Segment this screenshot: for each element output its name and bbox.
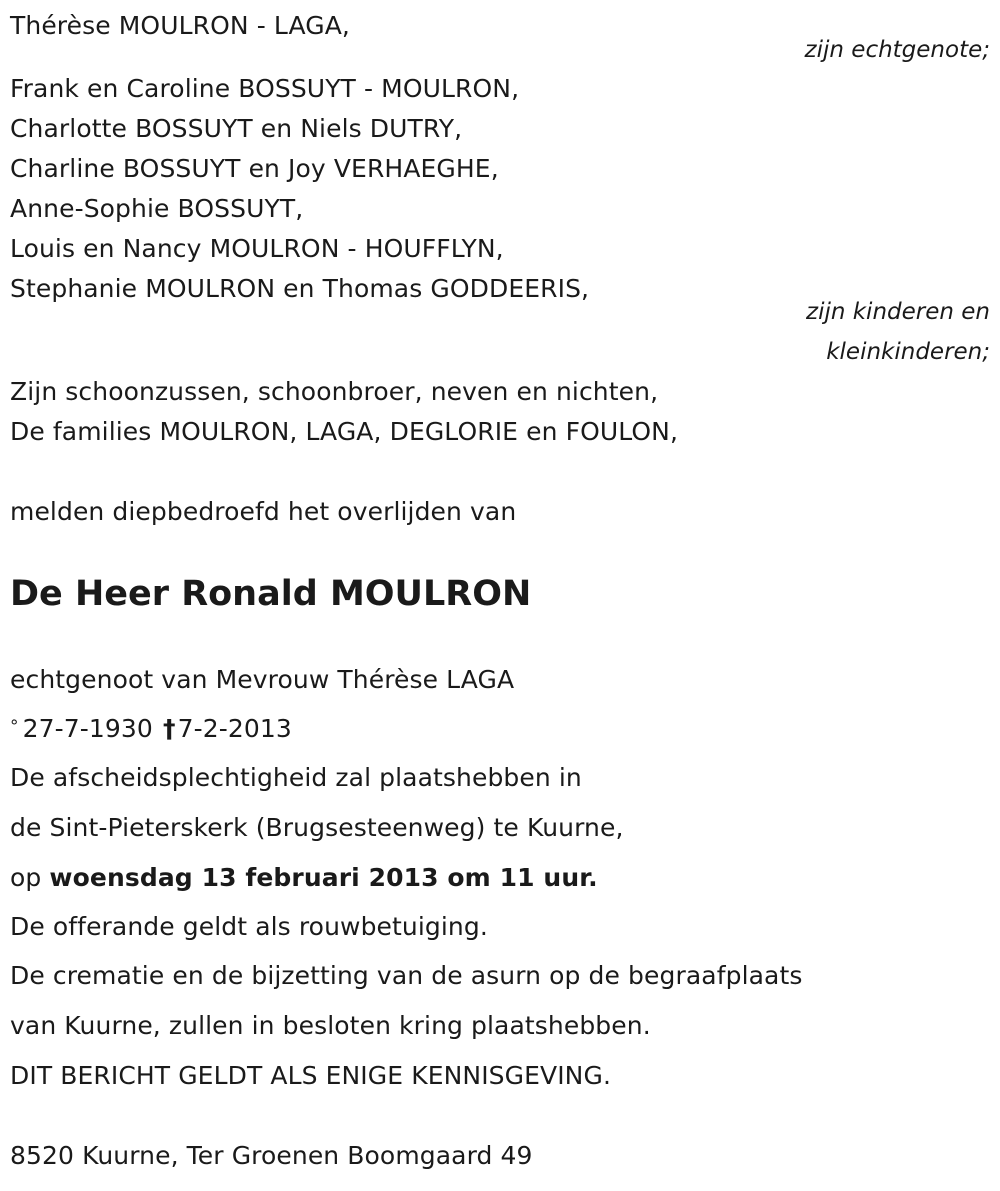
notice: DIT BERICHT GELDT ALS ENIGE KENNISGEVING. xyxy=(10,1061,611,1090)
announcement: melden diepbedroefd het overlijden van xyxy=(10,497,517,526)
life-dates xyxy=(10,713,292,745)
spouse-name: Thérèse MOULRON - LAGA, xyxy=(10,11,350,40)
relatives-line: De families MOULRON, LAGA, DEGLORIE en FOULON, xyxy=(10,417,679,446)
offering: De offerande geldt als rouwbetuiging. xyxy=(10,912,488,941)
child-line: Frank en Caroline BOSSUYT - MOULRON, xyxy=(10,74,520,103)
child-line: Charlotte BOSSUYT en Niels DUTRY, xyxy=(10,114,463,143)
birth-date: 27-7-1930 xyxy=(22,714,153,743)
children-role-line1: zijn kinderen en xyxy=(806,299,990,325)
child-line: Louis en Nancy MOULRON - HOUFFLYN, xyxy=(10,234,504,263)
child-line: Charline BOSSUYT en Joy VERHAEGHE, xyxy=(10,154,499,183)
deceased-title: De Heer Ronald MOULRON xyxy=(10,574,532,614)
child-line: Stephanie MOULRON en Thomas GODDEERIS, xyxy=(10,274,590,303)
cremation-line2: van Kuurne, zullen in besloten kring plaatshebben. xyxy=(10,1011,651,1040)
ceremony-line2: de Sint-Pieterskerk (Brugsesteenweg) te Kuurne, xyxy=(10,813,624,842)
ceremony-line1: De afscheidsplechtigheid zal plaatshebben in xyxy=(10,763,582,792)
spouse-role: zijn echtgenote; xyxy=(804,37,990,63)
deceased-spouse-of: echtgenoot van Mevrouw Thérèse LAGA xyxy=(10,665,515,694)
ceremony-date xyxy=(10,862,598,894)
relatives-line: Zijn schoonzussen, schoonbroer, neven en nichten, xyxy=(10,377,659,406)
cremation-line1: De crematie en de bijzetting van de asurn op de begraafplaats xyxy=(10,961,803,990)
birth-symbol: ° xyxy=(10,717,19,737)
child-line: Anne-Sophie BOSSUYT, xyxy=(10,194,304,223)
address: 8520 Kuurne, Ter Groenen Boomgaard 49 xyxy=(10,1141,533,1170)
children-role-line2: kleinkinderen; xyxy=(826,339,990,365)
ceremony-date-bold: woensdag 13 februari 2013 om 11 uur. xyxy=(49,863,598,892)
death-date: 7-2-2013 xyxy=(177,714,292,743)
ceremony-date-prefix: op xyxy=(10,863,42,892)
cross-icon: † xyxy=(162,714,176,743)
